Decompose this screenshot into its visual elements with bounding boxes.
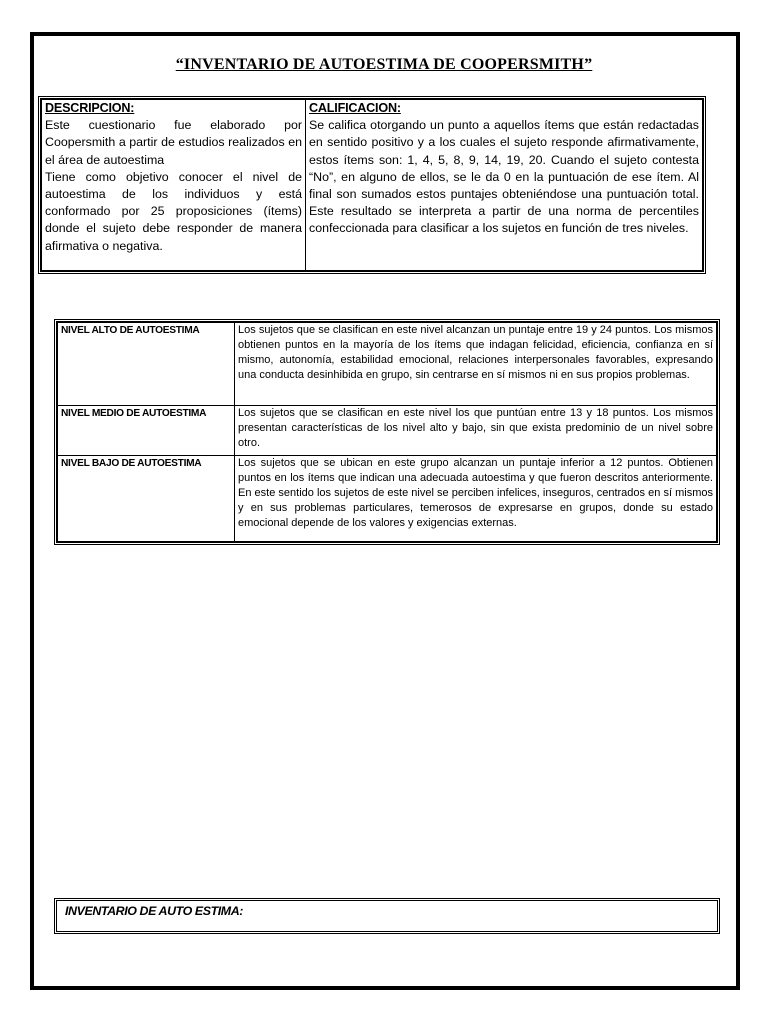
document-title: “INVENTARIO DE AUTOESTIMA DE COOPERSMITH” <box>175 56 593 73</box>
level-description-high: Los sujetos que se clasifican en este nivel alcanzan un puntaje entre 19 y 24 puntos. Los mismos obtienen puntos en la mayoría de los ítems que indagan felicidad, eficiencia, confianza en sí mismo, autonomía, estabilidad emocional, relaciones interpersonales favorables, expresando una conducta desinhibida en grupo, sin centrarse en sí mismos ni en sus propios problemas. <box>235 323 717 406</box>
description-paragraph-1: Este cuestionario fue elaborado por Coopersmith a partir de estudios realizados en el área de autoestima <box>45 118 302 167</box>
table-row <box>58 323 717 406</box>
level-name-low: NIVEL BAJO DE AUTOESTIMA <box>58 456 235 542</box>
description-paragraph-2: Tiene como objetivo conocer el nivel de autoestima de los individuos y está conformado por 25 proposiciones (ítems) donde el sujeto debe responder de manera afirmativa o negativa. <box>45 169 302 253</box>
table-row <box>58 406 717 456</box>
inventory-section-label: INVENTARIO DE AUTO ESTIMA: <box>65 904 243 918</box>
description-cell <box>42 100 306 271</box>
level-description-medium: Los sujetos que se clasifican en este nivel los que puntúan entre 13 y 18 puntos. Los mismos presentan características de los nivel alto y bajo, sin que exista predominio de un nivel sobre otro. <box>235 406 717 456</box>
level-description-low: Los sujetos que se ubican en este grupo alcanzan un puntaje inferior a 12 puntos. Obtienen puntos en los ítems que indican una adecuada autoestima y que fueron descritos anteriormente. En este sentido los sujetos de este nivel se perciben infelices, inseguros, centrados en sí mismos y en sus problemas particulares, temerosos de expresarse en grupos, donde su estado emocional depende de los valores y exigencias externas. <box>235 456 717 542</box>
description-header: DESCRIPCION: <box>45 101 135 115</box>
level-name-high: NIVEL ALTO DE AUTOESTIMA <box>58 323 235 406</box>
scoring-text: Se califica otorgando un punto a aquellos ítems que están redactadas en sentido positivo y a los cuales el sujeto responde afirmativamente, estos ítems son: 1, 4, 5, 8, 9, 14, 19, 20. Cuando el sujeto contesta “No”, en alguno de ellos, se le da 0 en la puntuación de ese ítem. Al final son sumados estos puntajes obteniéndose una puntuación total. Este resultado se interpreta a partir de una norma de percentiles confeccionada para clasificar a los sujetos en función de tres niveles. <box>309 118 699 236</box>
table-row <box>58 456 717 542</box>
inventory-section-box <box>54 898 720 934</box>
scoring-header: CALIFICACION: <box>309 101 401 115</box>
description-scoring-table <box>38 96 706 274</box>
level-name-medium: NIVEL MEDIO DE AUTOESTIMA <box>58 406 235 456</box>
scoring-cell <box>306 100 703 271</box>
levels-table <box>54 319 720 545</box>
